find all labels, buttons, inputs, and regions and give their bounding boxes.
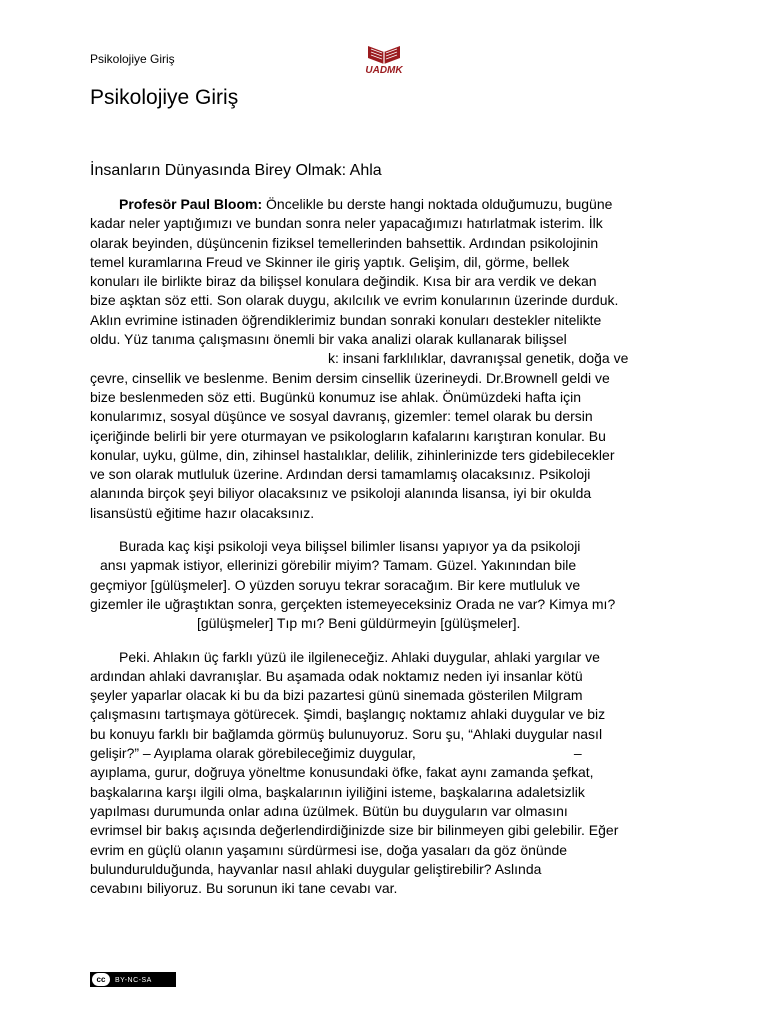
text-line: evrim en güçlü olanın yaşamını sürdürmesi ise, doğa yasaları da göz önünde: [90, 841, 568, 858]
text-line: başkalarına karşı ilgili olma, başkalarının iyiliğini isteme, başkalarına adaletsizlik: [90, 783, 585, 800]
text-line: ardından ahlaki davranışlar. Bu aşamada odak noktamız neden iyi insanlar kötü: [90, 667, 583, 684]
svg-text:UADMK: UADMK: [365, 65, 403, 76]
uadmk-logo: [354, 40, 414, 76]
text-line: ayıplama, gurur, doğruya yöneltme konusundaki öfke, fakat aynı zamanda şefkat,: [90, 764, 594, 781]
text-line: ansı yapmak istiyor, ellerinizi görebilir miyim? Tamam. Güzel. Yakınından bile: [100, 557, 577, 574]
cc-license-badge[interactable]: [90, 972, 176, 987]
text-line: çevre, cinsellik ve beslenme. Benim dersim cinsellik üzerineydi. Dr.Brownell geldi ve: [90, 369, 610, 386]
document-title: Psikolojiye Giriş: [90, 86, 239, 109]
text-line: [gülüşmeler] Tıp mı? Beni güldürmeyin [gülüşmeler].: [197, 615, 521, 632]
paragraph-3: [90, 648, 690, 899]
text-line: bize aşktan söz etti. Son olarak duygu, akılcılık ve evrim konularının üzerinde durduk.: [90, 292, 619, 309]
running-header: Psikolojiye Giriş: [90, 52, 175, 66]
transcript-body: [90, 195, 690, 912]
text-line: alanında birçok şeyi biliyor olacaksınız ve psikoloji alanında lisansa, iyi bir okulda: [90, 485, 592, 502]
text-line: konular, uyku, gülme, din, zihinsel hastalıklar, delilik, zihinlerinizde ters gidebilecekler: [90, 446, 615, 463]
text-line: cevabını biliyoruz. Bu sorunun iki tane cevabı var.: [90, 880, 398, 897]
text-line: bu konuyu farklı bir bağlamda görmüş bulunuyoruz. Soru şu, “Ahlaki duygular nasıl: [90, 725, 603, 742]
section-title: İnsanların Dünyasında Birey Olmak: Ahla: [90, 162, 382, 179]
text-line: çalışmasını tartışmaya götürecek. Şimdi, başlangıç noktamız ahlaki duygular ve biz: [90, 706, 606, 723]
license-label: BY-NC-SA: [115, 977, 152, 984]
text-line: oldu. Yüz tanıma çalışmasını önemli bir vaka analizi olarak kullanarak bilişsel: [90, 331, 567, 348]
paragraph-1: [90, 195, 690, 523]
text-line: ve son olarak mutluluk üzerine. Ardından dersi tamamlamış olacaksınız. Psikoloji: [90, 466, 591, 483]
text-line: olarak beyinden, düşüncenin fiziksel temellerinden bahsettik. Ardından psikolojinin: [90, 234, 599, 251]
text-line: k: insani farklılıklar, davranışsal genetik, doğa ve: [328, 350, 629, 367]
text-line: Öncelikle bu derste hangi noktada olduğumuzu, bugüne: [266, 196, 613, 212]
text-line: bize beslenmeden söz etti. Bugünkü konumuz ise ahlak. Önümüzdeki hafta için: [90, 388, 582, 405]
text-line: kadar neler yaptığımızı ve bundan sonra neler yapacağımızı hatırlatmak isterim. İlk: [90, 215, 603, 232]
text-line: şeyler yaparlar olacak ki bu da bizi pazartesi günü sinemada gösterilen Milgram: [90, 687, 583, 704]
text-line: Aklın evrimine istinaden öğrendiklerimiz bundan sonraki konuları destekler nitelikte: [90, 311, 602, 328]
text-line: geçmiyor [gülüşmeler]. O yüzden soruyu tekrar soracağım. Bir kere mutluluk ve: [90, 576, 581, 593]
paragraph-2: [90, 537, 690, 633]
text-line: gizemler ile uğraştıktan sonra, gerçekten istemeyeceksiniz Orada ne var? Kimya mı?: [90, 595, 616, 612]
text-line: lisansüstü eğitime hazır olacaksınız.: [90, 504, 315, 521]
text-line: evrimsel bir bakış açısında değerlendirdiğinizde size bir bilinmeyen gibi gelebilir. Eğer: [90, 822, 619, 839]
dash-fragment: –: [573, 745, 582, 762]
text-line: [90, 744, 690, 763]
text-line: temel kuramlarına Freud ve Skinner ile giriş yaptık. Gelişim, dil, görme, bellek: [90, 253, 570, 270]
speaker-name: Profesör Paul Bloom:: [119, 196, 263, 212]
text-line: Peki. Ahlakın üç farklı yüzü ile ilgileneceğiz. Ahlaki duygular, ahlaki yargılar ve: [119, 648, 600, 665]
text-line: konuları ile birlikte biraz da bilişsel konulara değindik. Kısa bir ara verdik ve dekan: [90, 273, 597, 290]
text-line: Burada kaç kişi psikoloji veya bilişsel bilimler lisansı yapıyor ya da psikoloji: [119, 538, 581, 555]
text-line: bulundurulduğunda, hayvanlar nasıl ahlaki duygular geliştirebilir? Aslında: [90, 860, 542, 877]
text-fragment: gelişir?” – Ayıplama olarak görebileceğimiz duygular,: [90, 745, 416, 762]
text-line: konularımız, sosyal düşünce ve sosyal davranış, gizemler: temel olarak bu dersin: [90, 408, 593, 425]
text-line: yapılması durumunda onlar adına üzülmek. Bütün bu duyguların var olmasını: [90, 802, 568, 819]
cc-icon: cc: [92, 973, 110, 986]
text-line: içeriğinde belirli bir yere oturmayan ve psikologların kafalarını karıştıran konular. Bu: [90, 427, 606, 444]
